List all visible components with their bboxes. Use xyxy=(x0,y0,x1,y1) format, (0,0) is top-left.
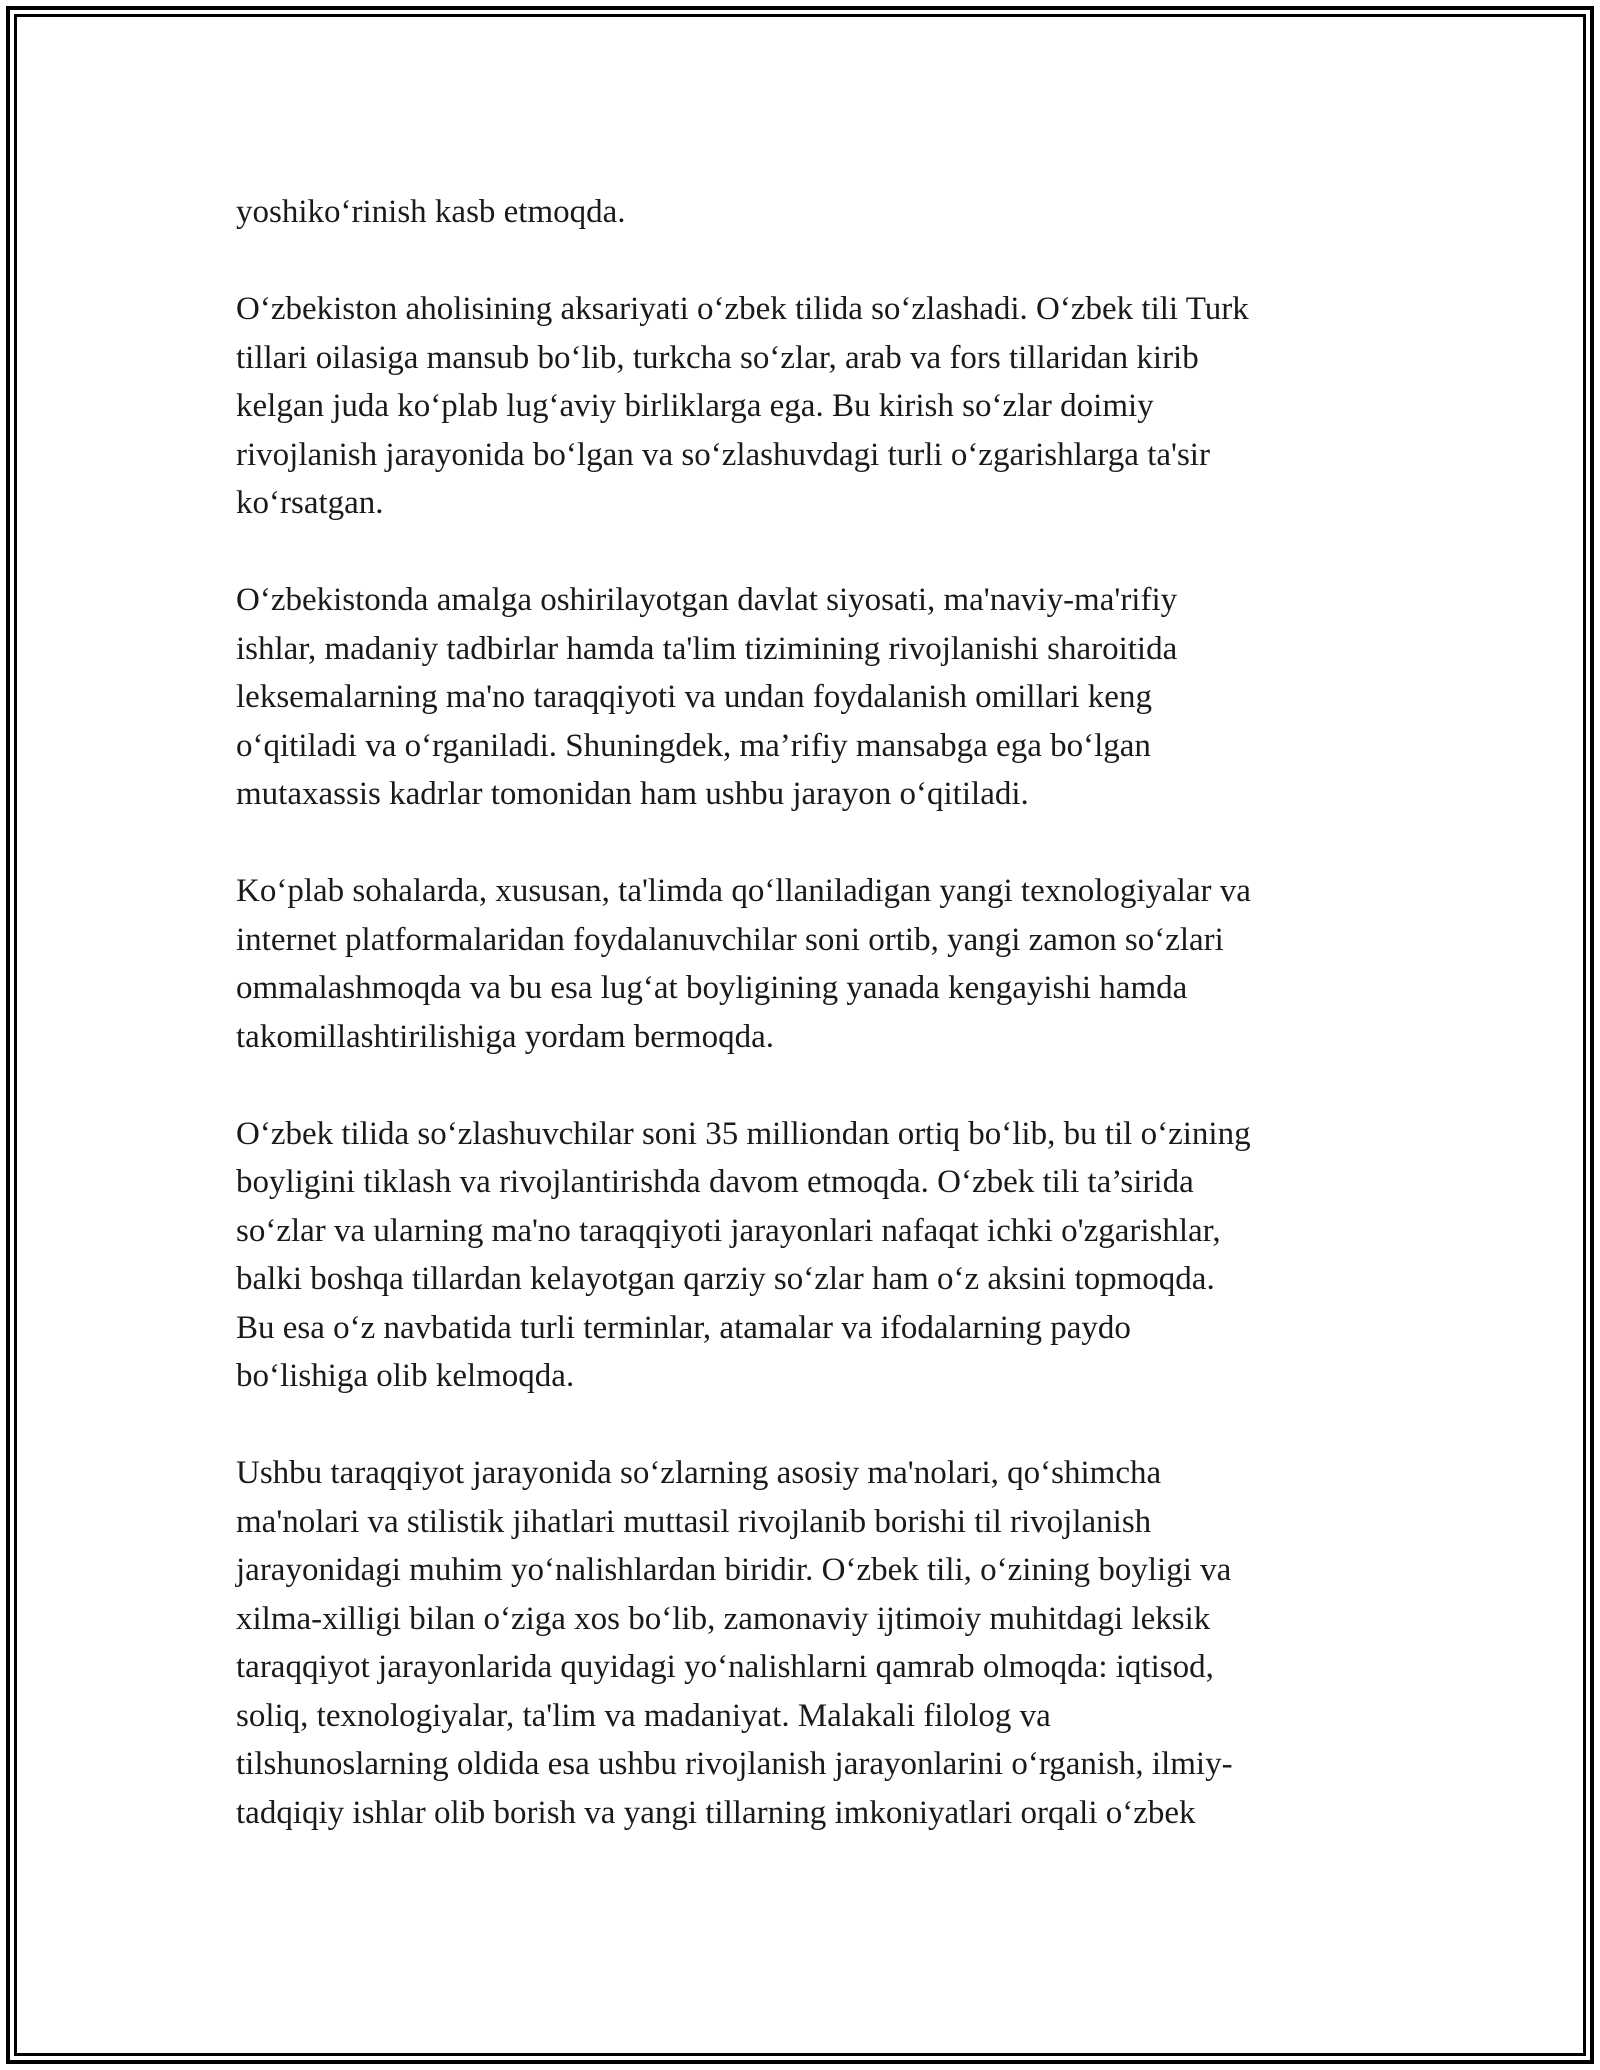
paragraph-4 xyxy=(236,867,1386,1061)
text-line: xilma-xilligi bilan o‘ziga xos bo‘lib, zamonaviy ijtimoiy muhitdagi leksik xyxy=(236,1600,1211,1637)
paragraph-2 xyxy=(236,285,1386,528)
text-line: o‘qitiladi va o‘rganiladi. Shuningdek, ma’rifiy mansabga ega bo‘lgan xyxy=(236,727,1151,764)
paragraph-3 xyxy=(236,576,1386,819)
text-line: balki boshqa tillardan kelayotgan qarziy so‘zlar ham o‘z aksini topmoqda. xyxy=(236,1261,1215,1297)
text-line: so‘zlar va ularning ma'no taraqqiyoti jarayonlari nafaqat ichki o'zgarishlar, xyxy=(236,1212,1221,1249)
text-line: kelgan juda ko‘plab lug‘aviy birliklarga ega. Bu kirish so‘zlar doimiy xyxy=(236,388,1154,424)
text-line: soliq, texnologiyalar, ta'lim va madaniyat. Malakali filolog va xyxy=(236,1697,1051,1734)
text-line: jarayonidagi muhim yo‘nalishlardan biridir. O‘zbek tili, o‘zining boyligi va xyxy=(236,1552,1232,1588)
text-line: ma'nolari va stilistik jihatlari muttasil rivojlanib borishi til rivojlanish xyxy=(236,1503,1152,1540)
paragraph-1 xyxy=(236,188,1386,237)
text-line: tadqiqiy ishlar olib borish va yangi tillarning imkoniyatlari orqali o‘zbek xyxy=(236,1794,1196,1831)
text-line: boyligini tiklash va rivojlantirishda davom etmoqda. O‘zbek tili ta’sirida xyxy=(236,1164,1194,1200)
text-line: mutaxassis kadrlar tomonidan ham ushbu jarayon o‘qitiladi. xyxy=(236,776,1029,812)
text-line: bo‘lishiga olib kelmoqda. xyxy=(236,1358,575,1394)
text-line: Bu esa o‘z navbatida turli terminlar, atamalar va ifodalarning paydo xyxy=(236,1309,1131,1346)
text-line: Ko‘plab sohalarda, xususan, ta'limda qo‘llaniladigan yangi texnologiyalar va xyxy=(236,873,1251,909)
paragraph-6 xyxy=(236,1449,1386,1837)
text-line: ishlar, madaniy tadbirlar hamda ta'lim tizimining rivojlanishi sharoitida xyxy=(236,630,1178,667)
text-line: rivojlanish jarayonida bo‘lgan va so‘zlashuvdagi turli o‘zgarishlarga ta'sir xyxy=(236,436,1210,473)
text-line: leksemalarning ma'no taraqqiyoti va undan foydalanish omillari keng xyxy=(236,679,1152,715)
text-line: tillari oilasiga mansub bo‘lib, turkcha so‘zlar, arab va fors tillaridan kirib xyxy=(236,339,1199,376)
text-line: internet platformalaridan foydalanuvchilar soni ortib, yangi zamon so‘zlari xyxy=(236,921,1224,958)
text-line: O‘zbekiston aholisining aksariyati o‘zbek tilida so‘zlashadi. O‘zbek tili Turk xyxy=(236,291,1249,327)
text-line: taraqqiyot jarayonlarida quyidagi yo‘nalishlarni qamrab olmoqda: iqtisod, xyxy=(236,1649,1214,1685)
text-line: O‘zbek tilida so‘zlashuvchilar soni 35 milliondan ortiq bo‘lib, bu til o‘zining xyxy=(236,1115,1251,1152)
text-line: yoshiko‘rinish kasb etmoqda. xyxy=(236,194,626,230)
text-line: O‘zbekistonda amalga oshirilayotgan davlat siyosati, ma'naviy-ma'rifiy xyxy=(236,582,1178,618)
paragraph-5 xyxy=(236,1110,1386,1401)
text-line: Ushbu taraqqiyot jarayonida so‘zlarning asosiy ma'nolari, qo‘shimcha xyxy=(236,1455,1162,1491)
text-line: tilshunoslarning oldida esa ushbu rivojlanish jarayonlarini o‘rganish, ilmiy- xyxy=(236,1746,1233,1782)
document-body xyxy=(236,188,1386,1837)
text-line: takomillashtirilishiga yordam bermoqda. xyxy=(236,1018,774,1055)
text-line: ko‘rsatgan. xyxy=(236,485,384,521)
text-line: ommalashmoqda va bu esa lug‘at boyligining yanada kengayishi hamda xyxy=(236,970,1188,1006)
